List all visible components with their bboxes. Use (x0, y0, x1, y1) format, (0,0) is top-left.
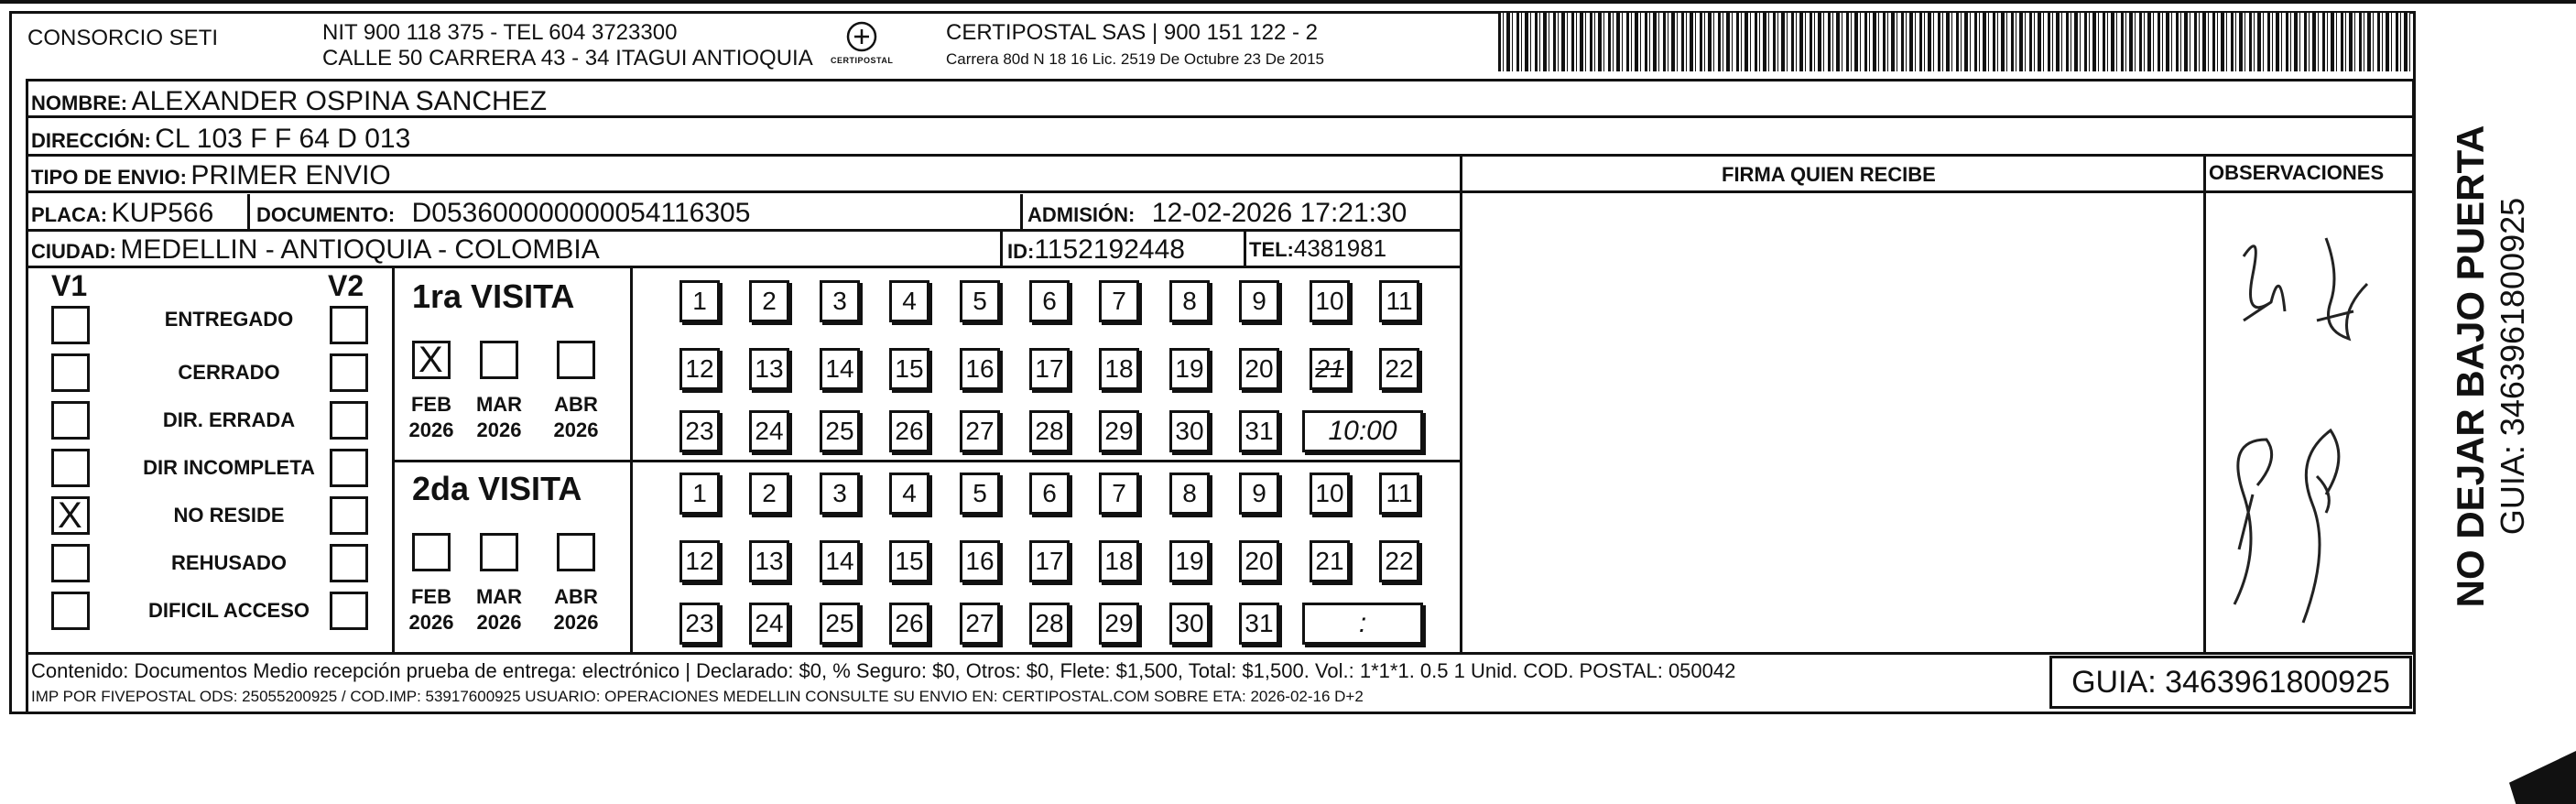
v1-label: V1 (51, 269, 88, 302)
rule-grid-mid (392, 460, 1460, 462)
visit2-day-box[interactable]: 5 (960, 473, 1000, 515)
visit1-day-box[interactable]: 23 (679, 410, 720, 452)
visit2-month-label: ABR 2026 (553, 585, 599, 634)
visit2-day-box[interactable]: 6 (1029, 473, 1070, 515)
v1-checkbox[interactable] (51, 496, 90, 535)
visit1-day-box[interactable]: 19 (1169, 348, 1210, 390)
visit2-day-box[interactable]: 12 (679, 540, 720, 582)
visit1-day-box[interactable]: 22 (1379, 348, 1419, 390)
v1-checkbox[interactable] (51, 592, 90, 630)
courier-line-2: Carrera 80d N 18 16 Lic. 2519 De Octubre 23 De 2015 (946, 50, 1324, 68)
sender-name: CONSORCIO SETI (27, 26, 219, 50)
visit1-day-box[interactable]: 14 (820, 348, 860, 390)
visit1-month-label: ABR 2026 (553, 393, 599, 441)
visit1-time-box[interactable]: 10:00 (1302, 410, 1423, 452)
status-right-border (392, 266, 395, 652)
tel-label: TEL:4381981 (1249, 234, 1387, 262)
nit-line-2: CALLE 50 CARRERA 43 - 34 ITAGUI ANTIOQUIA (322, 46, 813, 71)
visit1-day-box[interactable]: 7 (1099, 280, 1139, 322)
visit1-day-box[interactable]: 3 (820, 280, 860, 322)
visit1-day-box[interactable]: 24 (749, 410, 789, 452)
right-edge-shadow (2509, 751, 2576, 804)
visit1-month-checkbox[interactable] (480, 341, 518, 379)
direccion-value: CL 103 F F 64 D 013 (155, 124, 411, 154)
v2-checkbox[interactable] (330, 401, 368, 440)
v1-checkbox[interactable] (51, 353, 90, 392)
visit2-day-box[interactable]: 7 (1099, 473, 1139, 515)
footer-contenido: Contenido: Documentos Medio recepción prueba de entrega: electrónico | Declarado: $0, % Seguro: $0, Otros: $0, Flete: $1,500, Total: $1,500. Vol.: 1*1*1. 0.5 1 Unid. COD. POSTAL: 050042 (31, 659, 1736, 682)
visit1-day-box[interactable]: 6 (1029, 280, 1070, 322)
documento-value: D053600000000054116305 (411, 198, 751, 228)
form-right-border (2412, 79, 2415, 652)
top-edge-shadow (0, 0, 2576, 4)
visit2-day-box[interactable]: 16 (960, 540, 1000, 582)
placa-divider (247, 194, 250, 229)
rule-ciudad (26, 266, 1460, 268)
visit1-day-box[interactable]: 27 (960, 410, 1000, 452)
visit2-day-box[interactable]: 24 (749, 603, 789, 645)
footer-imp: IMP POR FIVEPOSTAL ODS: 25055200925 / COD.IMP: 53917600925 USUARIO: OPERACIONES MEDELLIN CONSULTE SU ENVIO EN: CERTIPOSTAL.COM SOBRE ETA: 2026-02-16 D+2 (31, 688, 1364, 705)
side-guia: GUIA: 3463961800925 (2494, 197, 2531, 536)
nombre-value: ALEXANDER OSPINA SANCHEZ (131, 86, 548, 116)
visit1-title: 1ra VISITA (412, 277, 575, 315)
status-option-label: NO RESIDE (173, 504, 285, 527)
visit1-day-box[interactable]: 20 (1239, 348, 1279, 390)
visit2-day-box[interactable]: 17 (1029, 540, 1070, 582)
status-option-label: DIFICIL ACCESO (147, 599, 310, 622)
v1-mark: X (58, 495, 82, 536)
status-option-label: DIR. ERRADA (162, 408, 296, 431)
status-option-label: ENTREGADO (164, 308, 294, 331)
tel-value: 4381981 (1293, 234, 1387, 262)
status-option-label: REHUSADO (171, 551, 287, 574)
visit1-day-box[interactable]: 26 (889, 410, 929, 452)
barcode (1498, 13, 2410, 71)
visit1-month-mark: X (418, 340, 443, 380)
rule-top-info (26, 79, 2416, 81)
visit2-day-box[interactable]: 3 (820, 473, 860, 515)
visit2-day-box[interactable]: 9 (1239, 473, 1279, 515)
visit2-day-box[interactable]: 11 (1379, 473, 1419, 515)
visit1-month-checkbox[interactable] (412, 341, 451, 379)
no-dejar-bajo-puerta: NO DEJAR BAJO PUERTA (2449, 125, 2492, 608)
visit2-month-checkbox[interactable] (480, 533, 518, 571)
signature-area (1462, 193, 2203, 652)
visit2-day-box[interactable]: 21 (1310, 540, 1350, 582)
certipostal-logo (829, 18, 895, 73)
visit2-day-box[interactable]: 26 (889, 603, 929, 645)
tel-divider (1244, 231, 1246, 266)
visit2-day-box[interactable]: 30 (1169, 603, 1210, 645)
visit2-day-box[interactable]: 23 (679, 603, 720, 645)
id-value: 1152192448 (1034, 234, 1185, 265)
observaciones-handwriting (2216, 201, 2408, 641)
observaciones-left-border (2203, 154, 2206, 652)
visit2-day-box[interactable]: 31 (1239, 603, 1279, 645)
tipo-envio-value: PRIMER ENVIO (190, 160, 391, 190)
v2-label: V2 (328, 269, 364, 302)
visit2-day-box[interactable]: 15 (889, 540, 929, 582)
visit2-day-box[interactable]: 4 (889, 473, 929, 515)
id-divider (1000, 231, 1003, 266)
visit2-day-box[interactable]: 13 (749, 540, 789, 582)
visit1-day-box[interactable]: 2 (749, 280, 789, 322)
v2-checkbox[interactable] (330, 592, 368, 630)
visit1-month-label: MAR 2026 (475, 393, 523, 441)
visit2-day-box[interactable]: 8 (1169, 473, 1210, 515)
visit2-day-box[interactable]: 20 (1239, 540, 1279, 582)
admision-divider (1020, 194, 1023, 229)
ciudad-label: CIUDAD: MEDELLIN - ANTIOQUIA - COLOMBIA (31, 234, 600, 265)
observaciones-header: OBSERVACIONES (2209, 161, 2385, 184)
visit2-day-box[interactable]: 1 (679, 473, 720, 515)
visit2-day-box[interactable]: 27 (960, 603, 1000, 645)
visit2-title: 2da VISITA (412, 470, 582, 507)
rule-direccion (26, 154, 2416, 157)
rule-footer (26, 652, 2416, 655)
visit1-day-box[interactable]: 16 (960, 348, 1000, 390)
visit1-month-label: FEB 2026 (408, 393, 454, 441)
visit2-month-label: MAR 2026 (475, 585, 523, 634)
visit1-day-box[interactable]: 11 (1379, 280, 1419, 322)
visit1-day-box[interactable]: 5 (960, 280, 1000, 322)
visit-divider (630, 266, 633, 652)
v2-checkbox[interactable] (330, 496, 368, 535)
visit1-day-box[interactable]: 29 (1099, 410, 1139, 452)
visit1-day-box[interactable]: 25 (820, 410, 860, 452)
left-inner-border (26, 79, 28, 714)
visit2-month-checkbox[interactable] (557, 533, 595, 571)
visit2-day-box[interactable]: 28 (1029, 603, 1070, 645)
visit1-day-box[interactable]: 28 (1029, 410, 1070, 452)
visit2-day-box[interactable]: 2 (749, 473, 789, 515)
visit2-day-box[interactable]: 18 (1099, 540, 1139, 582)
v1-checkbox[interactable] (51, 544, 90, 582)
nombre-label: NOMBRE: ALEXANDER OSPINA SANCHEZ (31, 86, 548, 116)
id-label: ID:1152192448 (1007, 234, 1185, 265)
v2-checkbox[interactable] (330, 449, 368, 487)
visit1-day-box[interactable]: 1 (679, 280, 720, 322)
visit2-day-box[interactable]: 19 (1169, 540, 1210, 582)
logo-text: CERTIPOSTAL (831, 56, 894, 65)
visit1-month-checkbox[interactable] (557, 341, 595, 379)
footer-guia-value: GUIA: 3463961800925 (2071, 664, 2390, 700)
v1-checkbox[interactable] (51, 401, 90, 440)
visit2-day-box[interactable]: 10 (1310, 473, 1350, 515)
visit2-month-checkbox[interactable] (412, 533, 451, 571)
placa-value: KUP566 (111, 198, 214, 228)
admision-label: ADMISIÓN: 12-02-2026 17:21:30 (1027, 198, 1408, 228)
visit1-day-box[interactable]: 4 (889, 280, 929, 322)
visit1-day-box[interactable]: 13 (749, 348, 789, 390)
visit2-day-box[interactable]: 14 (820, 540, 860, 582)
visit1-day-box[interactable]: 8 (1169, 280, 1210, 322)
visit2-day-box[interactable]: 22 (1379, 540, 1419, 582)
visit1-day-box[interactable]: 30 (1169, 410, 1210, 452)
documento-label: DOCUMENTO: D053600000000054116305 (256, 198, 751, 228)
visit1-day-box[interactable]: 12 (679, 348, 720, 390)
courier-line-1: CERTIPOSTAL SAS | 900 151 122 - 2 (946, 20, 1318, 45)
visit1-day-box[interactable]: 31 (1239, 410, 1279, 452)
visit2-day-box[interactable]: 25 (820, 603, 860, 645)
v1-checkbox[interactable] (51, 306, 90, 344)
ciudad-value: MEDELLIN - ANTIOQUIA - COLOMBIA (120, 234, 600, 265)
visit2-month-label: FEB 2026 (408, 585, 454, 634)
visit1-day-box[interactable]: 21 (1310, 348, 1350, 390)
v1-checkbox[interactable] (51, 449, 90, 487)
visit1-day-box[interactable]: 15 (889, 348, 929, 390)
visit1-day-box[interactable]: 9 (1239, 280, 1279, 322)
v2-checkbox[interactable] (330, 306, 368, 344)
visit2-day-box[interactable]: 29 (1099, 603, 1139, 645)
visit1-day-box[interactable]: 17 (1029, 348, 1070, 390)
status-option-label: CERRADO (178, 361, 280, 384)
logo-emblem-icon (829, 18, 895, 73)
status-option-label: DIR INCOMPLETA (143, 456, 315, 479)
handwritten-notes-icon (2216, 201, 2408, 641)
v2-checkbox[interactable] (330, 544, 368, 582)
visit2-time-box[interactable]: : (1302, 603, 1423, 645)
placa-label: PLACA: KUP566 (31, 198, 214, 228)
tipo-envio-label: TIPO DE ENVIO: PRIMER ENVIO (31, 160, 391, 190)
footer-guia-box (2049, 656, 2412, 709)
admision-value: 12-02-2026 17:21:30 (1151, 198, 1408, 228)
nit-line-1: NIT 900 118 375 - TEL 604 3723300 (322, 20, 678, 45)
visit1-day-box[interactable]: 18 (1099, 348, 1139, 390)
v2-checkbox[interactable] (330, 353, 368, 392)
visit1-day-box[interactable]: 10 (1310, 280, 1350, 322)
direccion-label: DIRECCIÓN: CL 103 F F 64 D 013 (31, 124, 411, 154)
firma-header: FIRMA QUIEN RECIBE (1722, 163, 1936, 186)
